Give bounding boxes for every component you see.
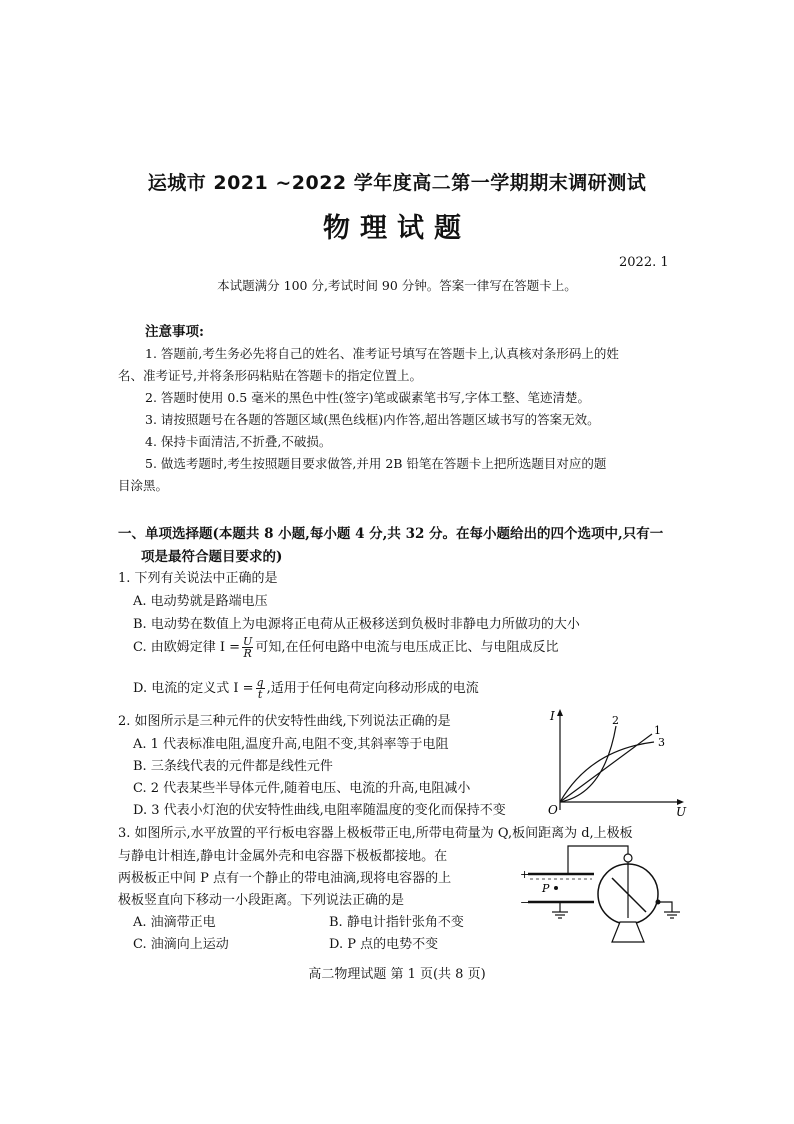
case-terminal: [656, 900, 661, 905]
exam-subtitle: 物理试题: [323, 213, 471, 244]
q1-option-a: A. 电动势就是路端电压: [133, 594, 268, 609]
curve-2: [560, 726, 616, 802]
note-4: 4. 保持卡面清洁,不折叠,不破损。: [145, 434, 332, 449]
q2-option-a: A. 1 代表标准电阻,温度升高,电阻不变,其斜率等于电阻: [133, 737, 449, 752]
i-axis-arrow: [557, 709, 563, 716]
u-axis-label: U: [676, 805, 687, 818]
q3-line-2: 与静电计相连,静电计金属外壳和电容器下极板都接地。在: [118, 849, 448, 864]
note-3: 3. 请按照题号在各题的答题区域(黑色线框)内作答,超出答题区域书写的答案无效。: [145, 412, 600, 427]
curve-2-label: 2: [612, 714, 619, 727]
section-heading: 一、单项选择题(本题共 8 小题,每小题 4 分,共 32 分。在每小题给出的四个选项中,只有一: [118, 526, 664, 542]
page-footer: 高二物理试题 第 1 页(共 8 页): [308, 967, 486, 982]
q1-c-suffix: 可知,在任何电路中电流与电压成正比、与电阻成反比: [255, 640, 559, 655]
exam-title: 运城市 2021 ~2022 学年度高二第一学期期末调研测试: [147, 172, 647, 194]
note-5-cont: 目涂黑。: [118, 478, 169, 493]
curve-3: [560, 742, 654, 802]
q3-option-a: A. 油滴带正电: [133, 915, 216, 930]
curve-1-label: 1: [654, 724, 661, 737]
note-5: 5. 做选考题时,考生按照题目要求做答,并用 2B 铅笔在答题卡上把所选题目对应的题: [145, 456, 607, 471]
q3-line-4: 极板竖直向下移动一小段距离。下列说法正确的是: [118, 893, 405, 908]
q1-option-d: [133, 677, 479, 700]
q1-option-c: [133, 636, 558, 659]
q1-d-numerator: q: [256, 676, 264, 689]
q3-line-3: 两极板正中间 P 点有一个静止的带电油滴,现将电容器的上: [118, 871, 452, 886]
curve-3-label: 3: [658, 736, 665, 749]
case-ground-wire: [658, 902, 672, 912]
notes-heading: 注意事项:: [145, 324, 204, 340]
exam-date: 2022. 1: [619, 255, 669, 270]
q1-c-prefix: C. 由欧姆定律 I =: [133, 640, 241, 655]
q1-option-b: B. 电动势在数值上为电源将正电荷从正极移送到负极时非静电力所做功的大小: [133, 617, 580, 632]
oil-drop: [554, 886, 558, 890]
minus-sign: −: [520, 896, 530, 909]
capacitor-electroscope-figure: [512, 838, 688, 950]
q1-d-fraction: [256, 677, 265, 700]
q3-option-b: B. 静电计指针张角不变: [329, 915, 464, 930]
note-1-cont: 名、准考证号,并将条形码粘贴在答题卡的指定位置上。: [118, 368, 422, 383]
note-2: 2. 答题时使用 0.5 毫米的黑色中性(签字)笔或碳素笔书写,字体工整、笔迹清楚。: [145, 390, 590, 405]
i-axis-label: I: [550, 709, 555, 723]
q3-line-1: 3. 如图所示,水平放置的平行板电容器上极板带正电,所带电荷量为 Q,板间距离为 d,上极板: [118, 826, 633, 841]
q1-c-numerator: U: [243, 635, 253, 648]
plus-sign: +: [520, 868, 530, 881]
q1-stem: 1. 下列有关说法中正确的是: [118, 571, 278, 586]
q1-c-denominator: R: [243, 647, 252, 660]
q1-d-suffix: ,适用于任何电荷定向移动形成的电流: [266, 681, 479, 696]
iv-curve-figure: [540, 706, 690, 818]
q3-option-d: D. P 点的电势不变: [329, 937, 439, 952]
origin-label: O: [548, 803, 558, 817]
q2-option-b: B. 三条线代表的元件都是线性元件: [133, 759, 333, 774]
point-p-label: P: [542, 882, 550, 895]
q2-stem: 2. 如图所示是三种元件的伏安特性曲线,下列说法正确的是: [118, 714, 451, 729]
section-heading-cont: 项是最符合题目要求的): [141, 549, 283, 565]
q2-option-d: D. 3 代表小灯泡的伏安特性曲线,电阻率随温度的变化而保持不变: [133, 803, 506, 818]
q2-option-c: C. 2 代表某些半导体元件,随着电压、电流的升高,电阻减小: [133, 781, 471, 796]
exam-intro: 本试题满分 100 分,考试时间 90 分钟。答案一律写在答题卡上。: [217, 278, 577, 293]
q3-option-c: C. 油滴向上运动: [133, 937, 229, 952]
electroscope-stand: [612, 922, 644, 942]
q1-c-fraction: [242, 636, 253, 659]
note-1: 1. 答题前,考生务必先将自己的姓名、准考证号填写在答题卡上,认真核对条形码上的姓: [145, 346, 619, 361]
q1-d-prefix: D. 电流的定义式 I =: [133, 681, 254, 696]
q1-d-denominator: t: [257, 688, 263, 701]
electroscope-knob: [624, 854, 632, 862]
